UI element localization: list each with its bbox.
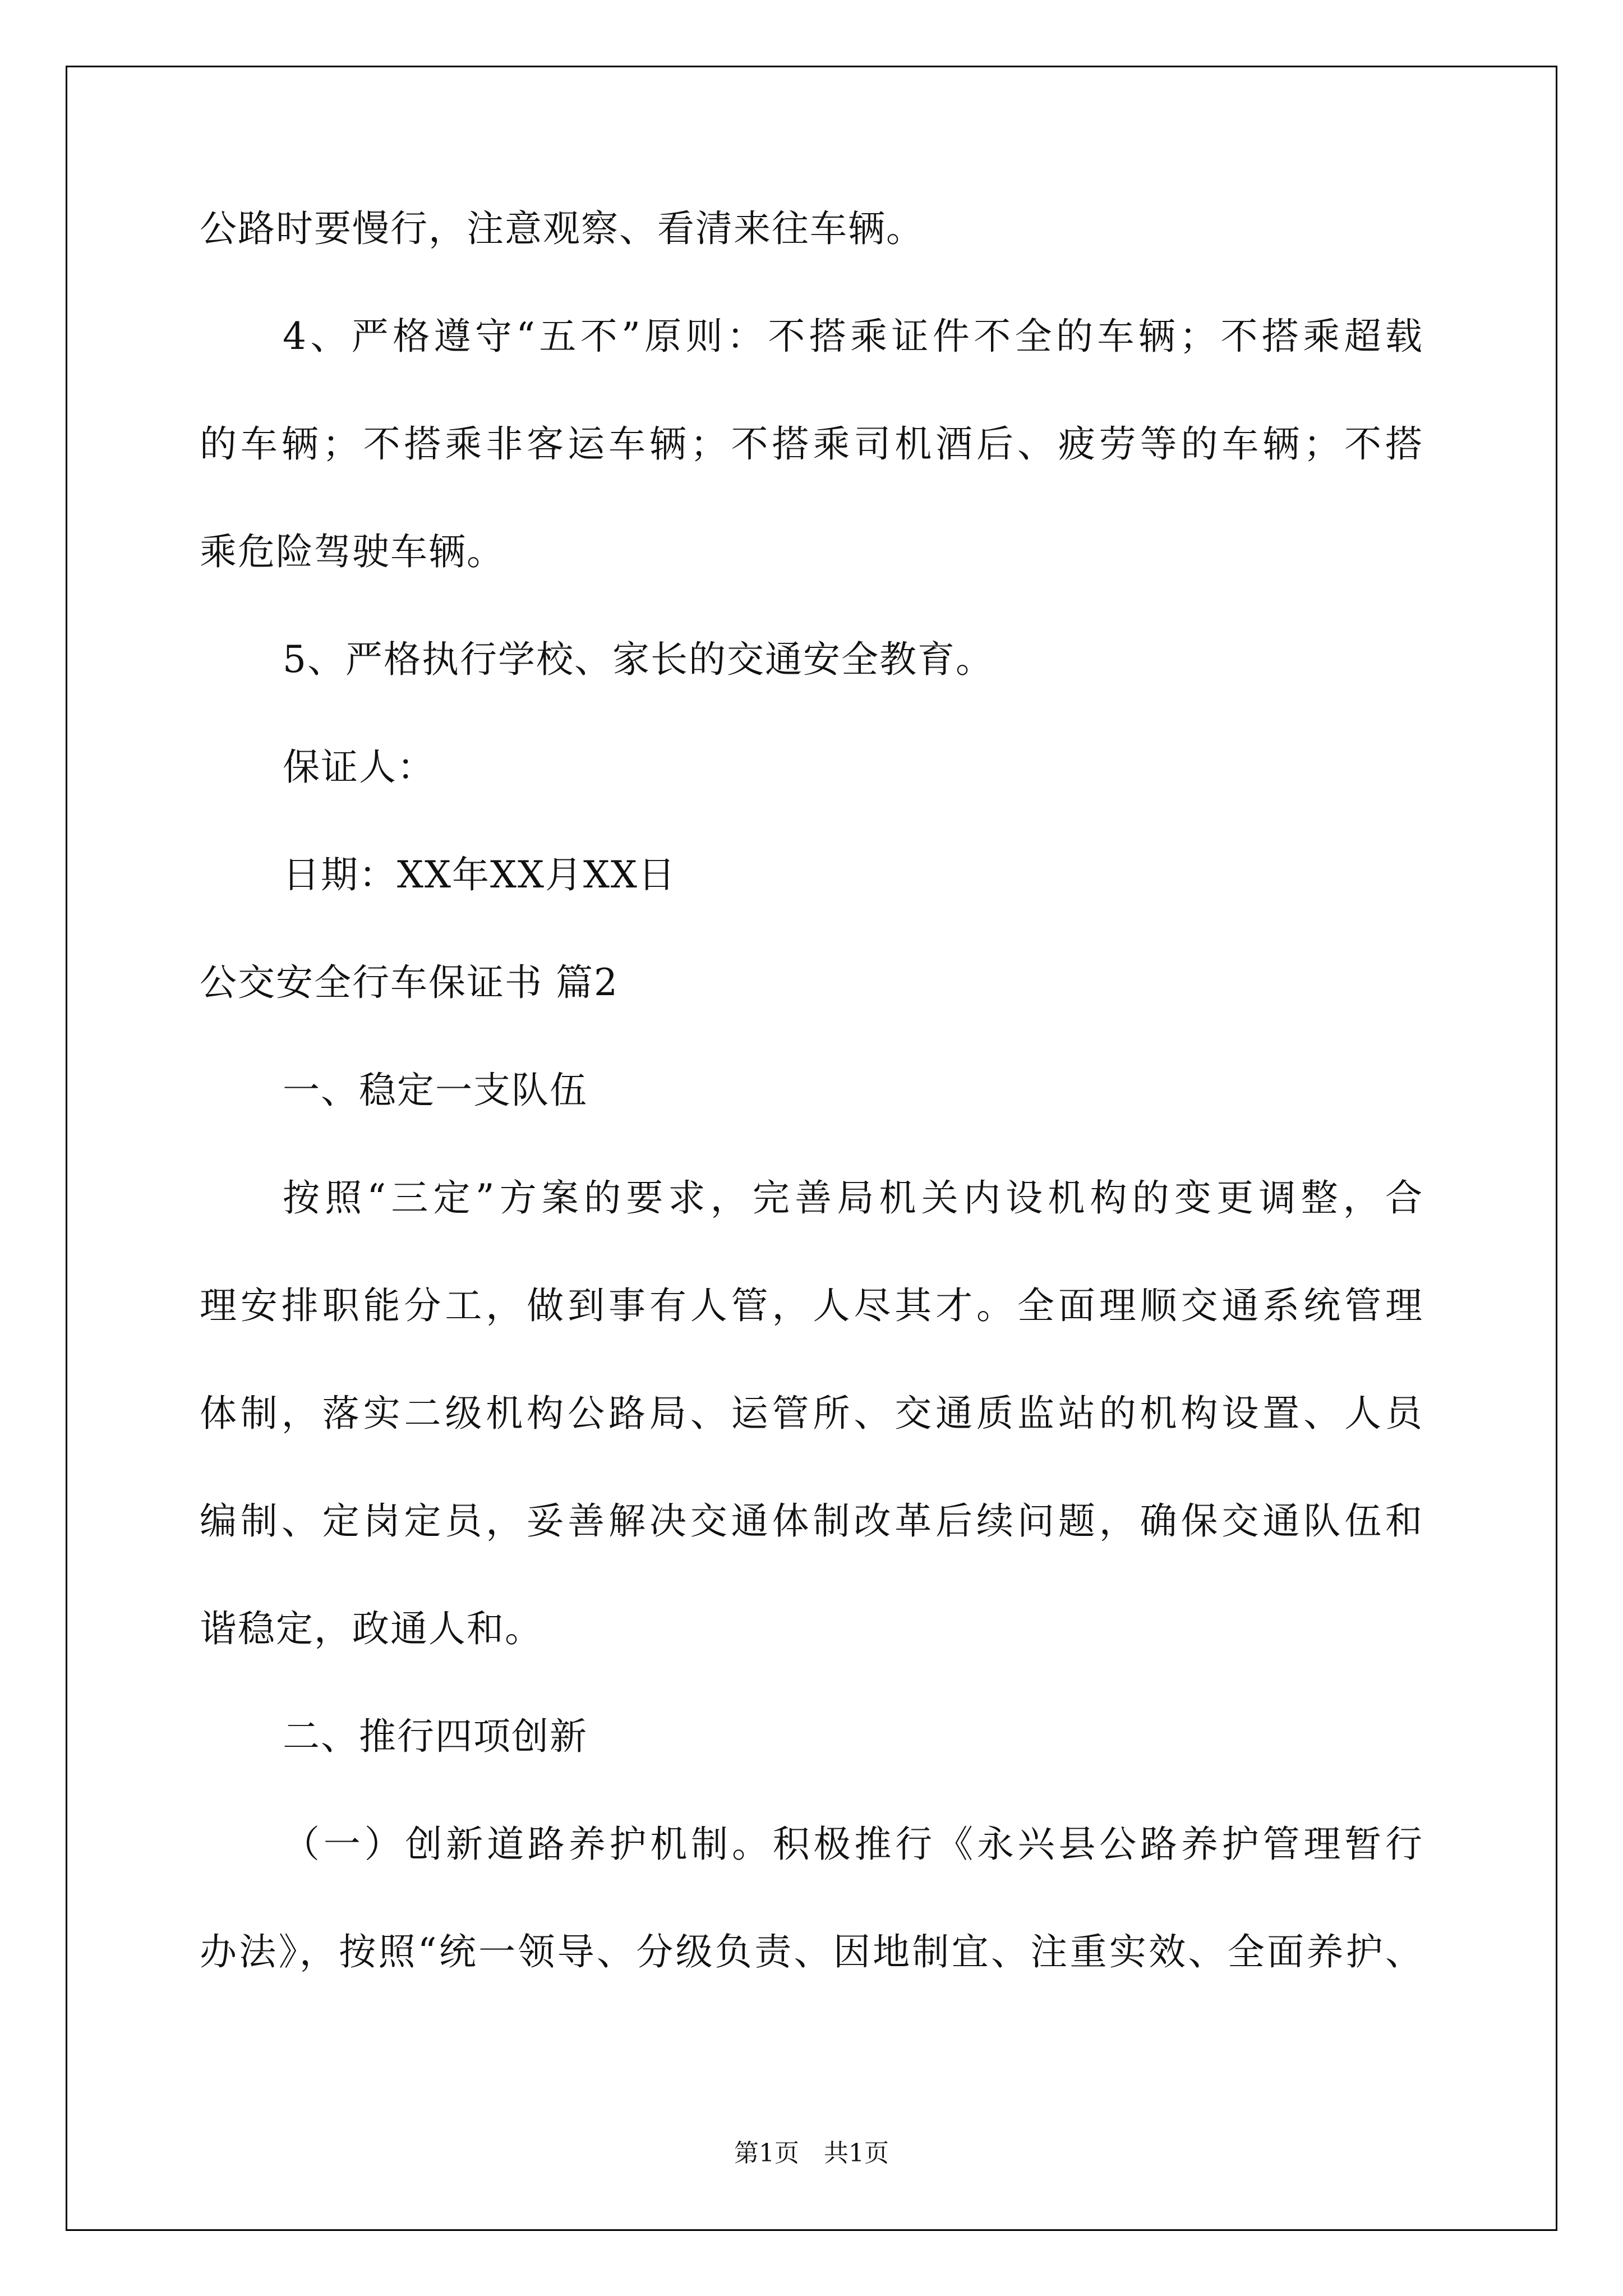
section-heading: 公交安全行车保证书 篇2 (200, 961, 619, 1004)
paragraph-line: 编制、定岗定员，妥善解决交通体制改革后续问题，确保交通队伍和 (200, 1499, 1422, 1543)
paragraph-line: 公路时要慢行，注意观察、看清来往车辆。 (200, 207, 924, 250)
subsection-heading: 二、推行四项创新 (283, 1715, 588, 1758)
document-body (200, 207, 1422, 2041)
guarantor-label: 保证人： (283, 746, 435, 789)
paragraph-line: 4、严格遵守“五不”原则：不搭乘证件不全的车辆；不搭乘超载 (283, 315, 1422, 358)
paragraph-line: 理安排职能分工，做到事有人管，人尽其才。全面理顺交通系统管理 (200, 1284, 1422, 1327)
paragraph-line: （一）创新道路养护机制。积极推行《永兴县公路养护管理暂行 (283, 1823, 1422, 1866)
paragraph-line: 办法》，按照“统一领导、分级负责、因地制宜、注重实效、全面养护、 (200, 1930, 1422, 1973)
paragraph-line: 体制，落实二级机构公路局、运管所、交通质监站的机构设置、人员 (200, 1392, 1422, 1435)
date-line: 日期：XX年XX月XX日 (283, 853, 676, 896)
subsection-heading: 一、稳定一支队伍 (283, 1069, 588, 1112)
paragraph-line: 谐稳定，政通人和。 (200, 1607, 543, 1650)
paragraph-line: 5、严格执行学校、家长的交通安全教育。 (283, 638, 994, 681)
paragraph-line: 乘危险驾驶车辆。 (200, 530, 505, 573)
paragraph-line: 按照“三定”方案的要求，完善局机关内设机构的变更调整，合 (283, 1176, 1422, 1220)
paragraph-line: 的车辆；不搭乘非客运车辆；不搭乘司机酒后、疲劳等的车辆；不搭 (200, 422, 1422, 466)
page-footer: 第1页 共1页 (734, 2139, 889, 2168)
